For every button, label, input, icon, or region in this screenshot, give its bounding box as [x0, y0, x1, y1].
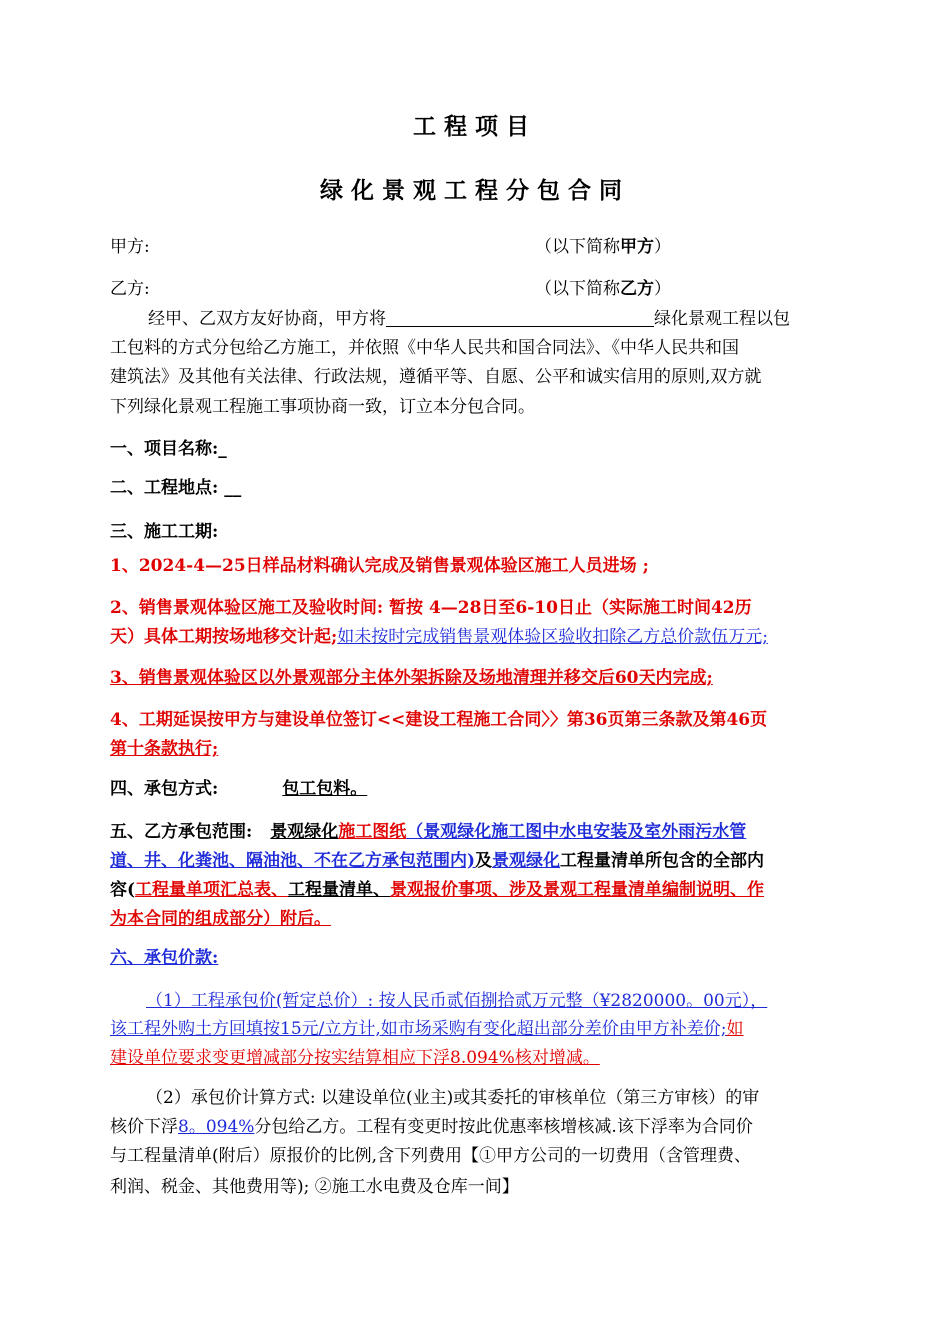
party-a-label: 甲方: — [110, 237, 150, 257]
scope-summary-table: 工程量单项汇总表、 — [135, 880, 289, 900]
party-a-note-suffix: ） — [654, 237, 671, 257]
period-item-2-line-1: 2、销售景观体验区施工及验收时间: 暂按 4—28日至6-10日止（实际施工时间42历 — [110, 598, 752, 618]
section-contract-price: 六、承包价款: — [110, 948, 219, 968]
party-b-note — [535, 272, 671, 306]
period-item-2-line-2 — [110, 620, 850, 654]
price-2-text-c: 分包给乙方。工程有变更时按此优惠率核增核减.该下浮率为合同价 — [254, 1117, 753, 1137]
price-2-line-1: （2）承包价计算方式: 以建设单位(业主)或其委托的审核单位（第三方审核）的审 — [146, 1088, 760, 1108]
period-item-1: 1、2024-4—25日样品材料确认完成及销售景观体验区施工人员进场 ; — [110, 556, 649, 576]
price-1-line-1: （1）工程承包价(暂定总价）: 按人民币贰佰捌拾贰万元整（¥2820000。00元）， — [146, 991, 768, 1011]
party-b-note-prefix: （以下简称 — [535, 279, 620, 299]
scope-landscape-green: 景观绿化 — [270, 822, 339, 842]
scope-line-4: 为本合同的组成部分）附后。 — [110, 909, 331, 929]
party-a-row — [110, 230, 850, 264]
party-b-label: 乙方: — [110, 279, 150, 299]
price-2-discount-rate: 8。094% — [178, 1117, 255, 1137]
preamble-line-4: 下列绿化景观工程施工事项协商一致，订立本分包合同。 — [110, 397, 535, 417]
preamble-line-2: 工包料的方式分包给乙方施工，并依照《中华人民共和国合同法》、《中华人民共和国 — [110, 338, 739, 358]
section-construction-period: 三、施工工期: — [110, 522, 219, 542]
contract-mode-value: 包工包料。 — [282, 779, 368, 799]
period-item-2-blue-text: 如未按时完成销售景观体验区验收扣除乙方总价款伍万元; — [337, 627, 769, 647]
scope-pricing-notes: 景观报价事项、涉及景观工程量清单编制说明、作 — [390, 880, 765, 900]
project-title: 工程项目 — [413, 114, 537, 140]
preamble-line-3: 建筑法》及其他有关法律、行政法规，遵循平等、自愿、公平和诚实信用的原则,双方就 — [110, 367, 762, 387]
price-2-line-4: 利润、税金、其他费用等); ②施工水电费及仓库一间】 — [110, 1177, 519, 1197]
section-project-name: 一、项目名称:_ — [110, 439, 227, 459]
contract-mode-label: 四、承包方式: — [110, 779, 219, 799]
party-a-note — [535, 230, 671, 264]
party-a-note-prefix: （以下简称 — [535, 237, 620, 257]
scope-landscape-green-2: 景观绿化 — [492, 851, 561, 871]
scope-exclusions-a: （景观绿化施工图中水电安装及室外雨污水管 — [406, 822, 747, 842]
scope-exclusions-b: 道、井、化粪池、隔油池、不在乙方承包范围内) — [110, 851, 476, 871]
scope-content-open: 容( — [110, 880, 136, 900]
scope-and: 及 — [475, 851, 493, 871]
price-1-earthwork: 该工程外购土方回填按15元/立方计,如市场采购有变化超出部分差价由甲方补差价; — [110, 1019, 727, 1039]
preamble-text-b: 绿化景观工程以包 — [654, 309, 790, 329]
party-b-short-name: 乙方 — [620, 279, 654, 299]
price-2-line-3: 与工程量清单(附后）原报价的比例,含下列费用【①甲方公司的一切费用（含管理费、 — [110, 1146, 752, 1166]
period-item-2-red-text: 天）具体工期按场地移交计起; — [110, 627, 338, 647]
period-item-4-line-2: 第十条款执行; — [110, 739, 219, 759]
period-item-4-line-1: 4、工期延误按甲方与建设单位签订<<建设工程施工合同〉〉第36页第三条款及第46页 — [110, 710, 768, 730]
party-b-row — [110, 272, 850, 306]
scope-bill-quantities: 工程量清单所包含的全部内 — [560, 851, 765, 871]
scope-drawings: 施工图纸 — [338, 822, 407, 842]
contract-title: 绿化景观工程分包合同 — [320, 178, 630, 204]
party-a-short-name: 甲方 — [620, 237, 654, 257]
price-1-if: 如 — [726, 1019, 744, 1039]
scope-label: 五、乙方承包范围: — [110, 822, 253, 842]
project-name-blank — [386, 308, 654, 327]
period-item-3: 3、销售景观体验区以外景观部分主体外架拆除及场地清理并移交后60天内完成; — [110, 668, 713, 688]
scope-bill-list: 工程量清单、 — [288, 880, 391, 900]
section-contract-mode — [110, 772, 850, 806]
party-b-note-suffix: ） — [654, 279, 671, 299]
section-project-location: 二、工程地点: __ — [110, 478, 242, 498]
price-2-text-a: 核价下浮 — [110, 1117, 178, 1137]
price-1-line-3: 建设单位要求变更增减部分按实结算相应下浮8.094%核对增减。 — [110, 1048, 600, 1068]
preamble-text-a: 经甲、乙双方友好协商，甲方将 — [148, 309, 386, 329]
